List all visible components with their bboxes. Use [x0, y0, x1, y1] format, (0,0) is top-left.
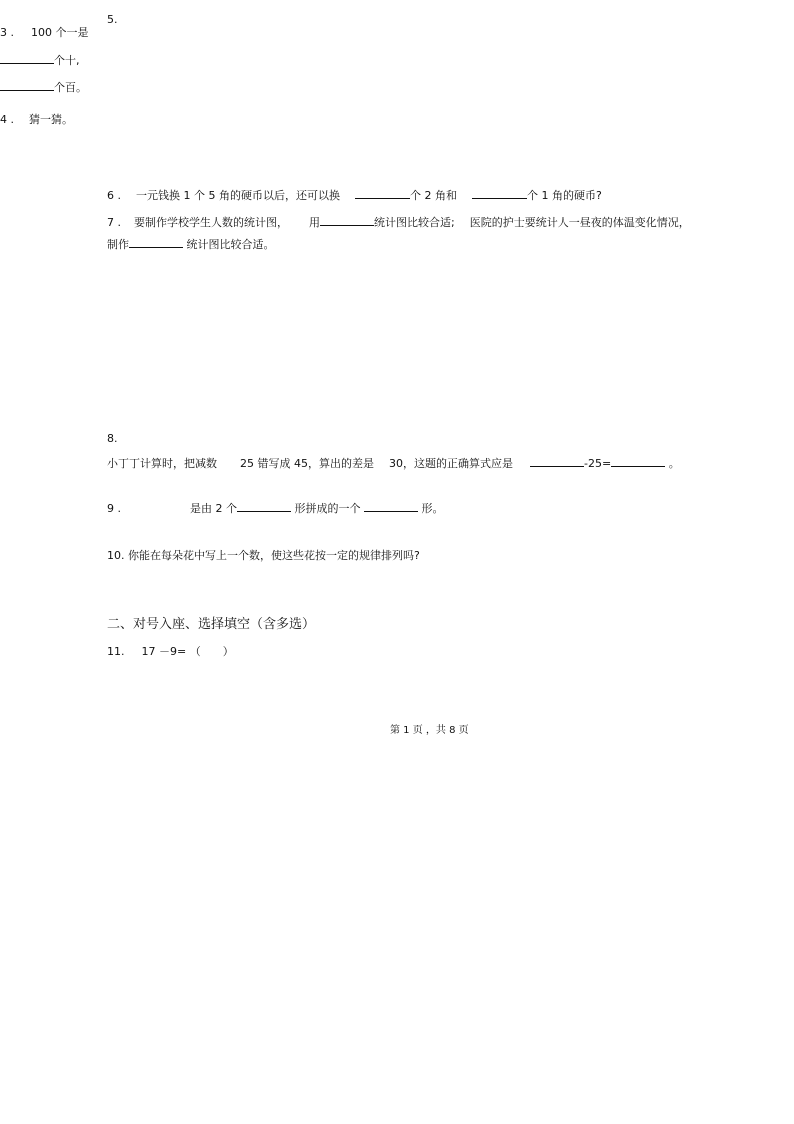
question-10: 10. 你能在每朵花中写上一个数，使这些花按一定的规律排列吗?: [107, 549, 420, 562]
question-7-part-1: 要制作学校学生人数的统计图，: [134, 216, 288, 229]
question-9-part-3: 形。: [421, 502, 444, 515]
question-4-number: 4 .: [0, 113, 14, 126]
question-11-expression: 17 －9=: [141, 645, 187, 658]
question-9-number: 9 .: [107, 502, 121, 515]
question-4-text: 猜一猜。: [29, 113, 73, 126]
question-8: [107, 456, 680, 471]
answer-blank[interactable]: [364, 501, 418, 512]
question-3-number: 3 .: [0, 26, 14, 39]
question-8-part-5: 。: [668, 457, 680, 470]
answer-blank[interactable]: [611, 456, 665, 467]
answer-blank[interactable]: [472, 188, 527, 199]
question-8-number: 8.: [107, 432, 118, 445]
section-2-title: 二、对号入座、选择填空（含多选）: [107, 617, 316, 632]
answer-blank[interactable]: [0, 53, 54, 64]
question-7-number: 7 .: [107, 216, 121, 229]
question-11: [107, 645, 234, 659]
question-6-part-2: 个 2 角和: [409, 189, 457, 202]
question-9-part-1: 是由 2 个: [190, 502, 237, 515]
question-7-part-2: 用: [309, 216, 320, 229]
page-footer: 第 1 页 ，共 8 页: [390, 725, 469, 736]
answer-blank[interactable]: [355, 188, 410, 199]
question-3-line-3-suffix: 个百。: [54, 81, 87, 94]
question-3-line-2-suffix: 个十,: [54, 54, 80, 67]
question-11-number: 11.: [107, 645, 125, 658]
question-8-part-3: 30，这题的正确算式应是: [389, 457, 513, 470]
question-8-part-2: 25 错写成 45，算出的差是: [240, 457, 374, 470]
answer-blank[interactable]: [320, 215, 374, 226]
question-7-line-2: [107, 237, 275, 252]
question-6: [107, 188, 602, 203]
answer-blank[interactable]: [0, 80, 54, 91]
question-3-line-2: [0, 53, 80, 68]
answer-blank[interactable]: [530, 456, 584, 467]
question-5-number: 5.: [107, 13, 118, 26]
question-7-line-2-prefix: 制作: [107, 238, 129, 251]
question-8-part-1: 小丁丁计算时，把减数: [107, 457, 217, 470]
question-3: [0, 26, 89, 40]
question-6-part-1: 一元钱换 1 个 5 角的硬币以后，还可以换: [136, 189, 340, 202]
question-4: [0, 113, 73, 127]
question-6-number: 6 .: [107, 189, 121, 202]
question-7-line-2-suffix: 统计图比较合适。: [186, 238, 275, 251]
question-8-part-4: -25=: [584, 457, 612, 470]
question-6-part-3: 个 1 角的硬币?: [526, 189, 602, 202]
question-7: [107, 215, 690, 230]
question-7-part-4: 医院的护士要统计人一昼夜的体温变化情况，: [469, 216, 690, 229]
question-3-text: 100 个一是: [31, 26, 89, 39]
question-9: [107, 501, 444, 516]
question-11-answer-parentheses[interactable]: （ ）: [189, 645, 234, 658]
question-7-part-3: 统计图比较合适;: [374, 216, 455, 229]
question-9-part-2: 形拼成的一个: [294, 502, 361, 515]
answer-blank[interactable]: [237, 501, 291, 512]
question-3-line-3: [0, 80, 87, 95]
answer-blank[interactable]: [129, 237, 183, 248]
